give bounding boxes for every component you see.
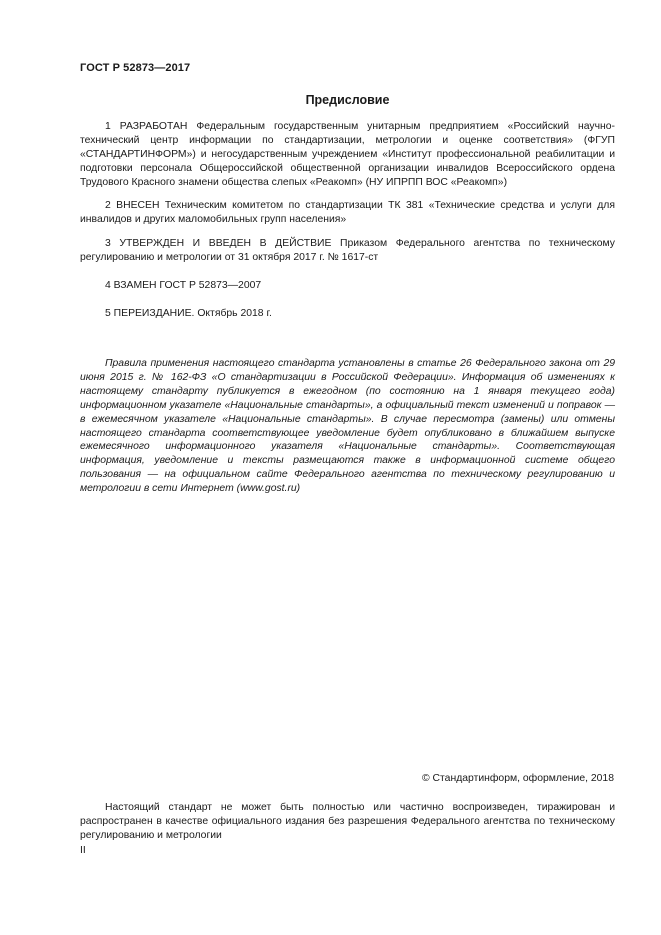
foreword-item-4: 4 ВЗАМЕН ГОСТ Р 52873—2007 [105, 280, 262, 291]
foreword-item-3: 3 УТВЕРЖДЕН И ВВЕДЕН В ДЕЙСТВИЕ Приказом Федерального агентства по техническому регулированию и метрологии от 31 октября 2017 г. № 1617-ст [80, 238, 615, 263]
copyright-line: © Стандартинформ, оформление, 2018 [421, 773, 614, 784]
usage-notice: Правила применения настоящего стандарта установлены в статье 26 Федерального закона от 29 июня 2015 г. № 162-ФЗ «О стандартизации в Российской Федерации». Информация об изменениях к настоящему стандарту публикуется в ежегодном (по состоянию на 1 января текущего года) информационном указателе «Национальные стандарты», а официальный текст изменений и поправок — в ежемесячном указателе «Национальные стандарты». В случае пересмотра (замены) или отмены настоящего стандарта соответствующее уведомление будет опубликовано в ближайшем выпуске ежемесячного информационного указателя «Национальные стандарты». Соответствующая информация, уведомление и тексты размещаются также в информационной системе общего пользования — на официальном сайте Федерального агентства по техническому регулированию и метрологии в сети Интернет (www.gost.ru) [80, 358, 615, 495]
page-title: Предисловие [305, 93, 390, 107]
reproduction-notice: Настоящий стандарт не может быть полностью или частично воспроизведен, тиражирован и распространен в качестве официального издания без разрешения Федерального агентства по техническому регулированию и метрологии [80, 802, 615, 841]
page-number: II [80, 845, 86, 856]
foreword-item-2: 2 ВНЕСЕН Техническим комитетом по стандартизации ТК 381 «Технические средства и услуги для инвалидов и других маломобильных групп населения» [80, 200, 615, 225]
foreword-item-5: 5 ПЕРЕИЗДАНИЕ. Октябрь 2018 г. [105, 308, 272, 319]
foreword-item-1: 1 РАЗРАБОТАН Федеральным государственным унитарным предприятием «Российский научно-технический центр информации по стандартизации, метрологии и оценке соответствия» (ФГУП «СТАНДАРТИНФОРМ») и негосударственным учреждением «Институт профессиональной реабилитации и подготовки персонала Общероссийской общественной организации инвалидов Всероссийского ордена Трудового Красного знамени общества слепых «Реакомп» (НУ ИПРПП ВОС «Реакомп») [80, 121, 615, 188]
document-header-code: ГОСТ Р 52873—2017 [80, 62, 191, 74]
